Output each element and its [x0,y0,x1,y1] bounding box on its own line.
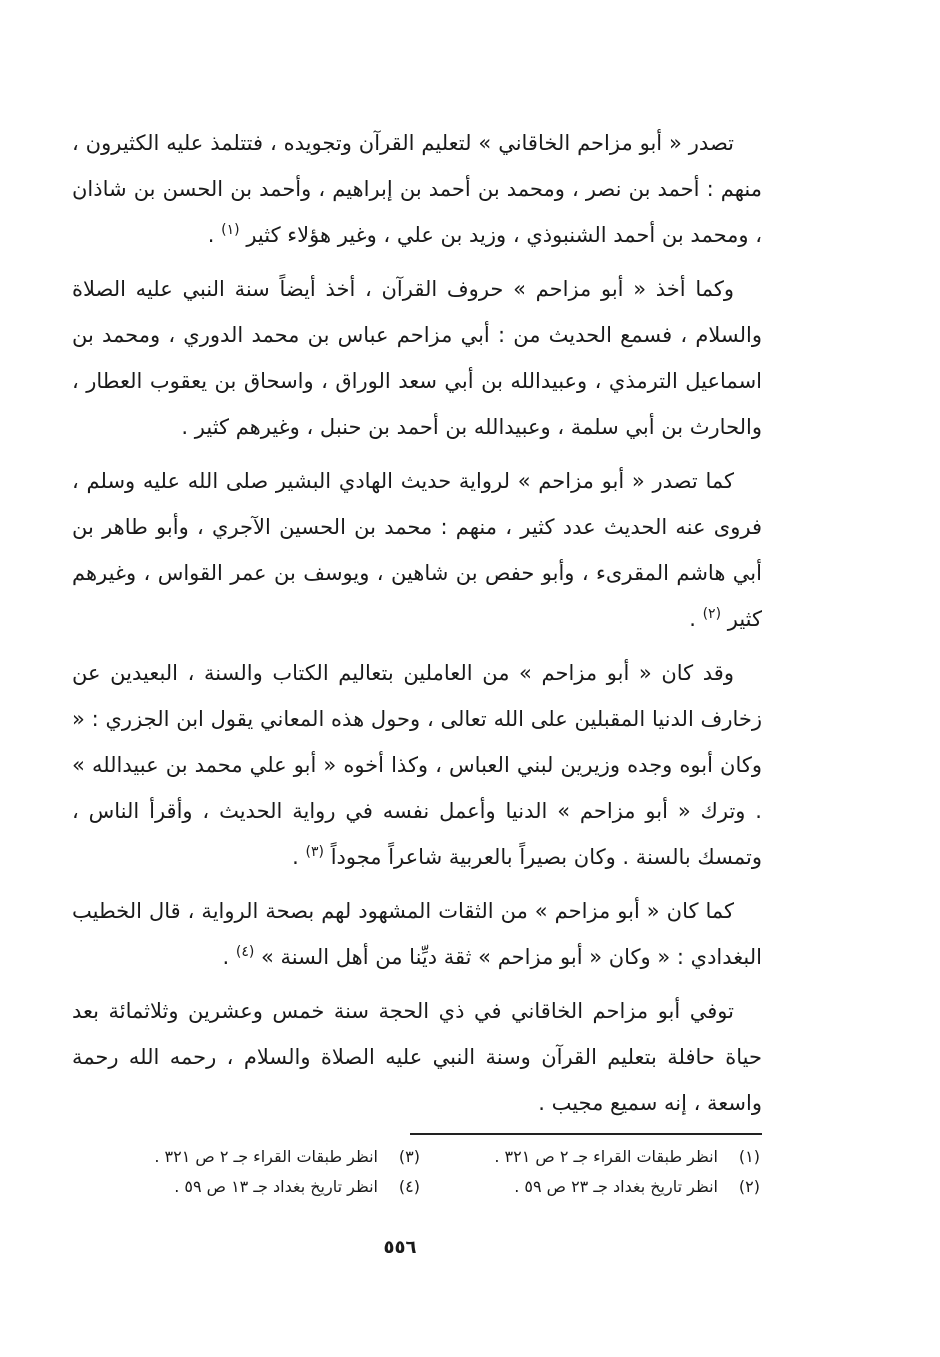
footnote-ref-4: (٤) [235,944,255,960]
page-number: ٥٥٦ [383,1237,417,1258]
paragraph-4-end: . [292,845,299,869]
paragraph-2-text: وكما أخذ « أبو مزاحم » حروف القرآن ، أخذ أيضاً سنة النبي عليه الصلاة والسلام ، فسمع الحديث من : أبي مزاحم عباس بن محمد الدوري ، ومحمد بن اسماعيل الترمذي ، وعبيدالله بن أبي سعد الوراق ، واسحاق بن يعقوب العطار ، والحارث بن أبي سلمة ، وعبيدالله بن أحمد بن حنبل ، وغيرهم كثير . [72,277,762,439]
footnote-text: انظر تاريخ بغداد جـ ١٣ ص ٥٩ . [174,1177,378,1196]
footnote-number: (٤) [398,1177,420,1196]
paragraph-5-text: كما كان « أبو مزاحم » من الثقات المشهود لهم بصحة الرواية ، قال الخطيب البغدادي : « وكان « أبو مزاحم » ثقة ديِّنا من أهل السنة » [72,899,762,969]
paragraph-5-end: . [222,945,230,969]
footnote-item-2 [420,1172,760,1202]
paragraph-6-text: توفي أبو مزاحم الخاقاني في ذي الحجة سنة خمس وعشرين وثلاثمائة بعد حياة حافلة بتعليم القرآن وسنة النبي عليه الصلاة والسلام ، رحمه الله رحمة واسعة ، إنه سميع مجيب . [72,999,762,1115]
footnotes [80,1142,760,1202]
footnotes-column-right [420,1142,760,1202]
footnote-item-1 [420,1142,760,1172]
footnote-number: (١) [738,1147,760,1166]
footnotes-column-left [80,1142,420,1202]
footnote-ref-3: (٣) [305,844,325,860]
footnote-item-4 [80,1172,420,1202]
paragraph-1-text: تصدر « أبو مزاحم الخاقاني » لتعليم القرآن وتجويده ، فتتلمذ عليه الكثيرون ، منهم : أحمد بن نصر ، ومحمد بن أحمد بن إبراهيم ، وأحمد بن الحسن بن شاذان ، ومحمد بن أحمد الشنبوذي ، وزيد بن علي ، وغير هؤلاء كثير [72,131,762,247]
footnote-item-3 [80,1142,420,1172]
footnote-ref-1: (١) [221,222,240,238]
paragraph-1-end: . [207,223,215,247]
paragraph-3-text: كما تصدر « أبو مزاحم » لرواية حديث الهادي البشير صلى الله عليه وسلم ، فروى عنه الحديث عدد كثير ، منهم : محمد بن الحسين الآجري ، وأبو طاهر بن أبي هاشم المقرىء ، وأبو حفص بن شاهين ، ويوسف بن عمر القواس ، وغيرهم كثير [72,469,762,631]
footnote-ref-2: (٢) [702,606,722,622]
paragraph-6 [72,988,762,1126]
footnote-text: انظر طبقات القراء جـ ٢ ص ٣٢١ . [154,1147,378,1166]
paragraph-4 [72,650,762,880]
paragraph-2 [72,266,762,450]
paragraph-5 [72,888,762,980]
paragraph-3-end: . [689,607,696,631]
footnote-number: (٣) [398,1147,420,1166]
footnote-number: (٢) [738,1177,760,1196]
main-text [72,120,762,1134]
paragraph-4-text: وقد كان « أبو مزاحم » من العاملين بتعاليم الكتاب والسنة ، البعيدين عن زخارف الدنيا المقبلين على الله تعالى ، وحول هذه المعاني يقول ابن الجزري : « وكان أبوه وجده وزيرين لبني العباس ، وكذا أخوه « أبو علي محمد بن عبيدالله » . وترك « أبو مزاحم » الدنيا وأعمل نفسه في رواية الحديث ، وأقرأ الناس ، وتمسك بالسنة . وكان بصيراً بالعربية شاعراً مجوداً [72,661,762,869]
paragraph-3 [72,458,762,642]
footnote-divider [410,1133,762,1135]
paragraph-1 [72,120,762,258]
footnote-text: انظر تاريخ بغداد جـ ٢٣ ص ٥٩ . [514,1177,718,1196]
footnote-text: انظر طبقات القراء جـ ٢ ص ٣٢١ . [494,1147,718,1166]
